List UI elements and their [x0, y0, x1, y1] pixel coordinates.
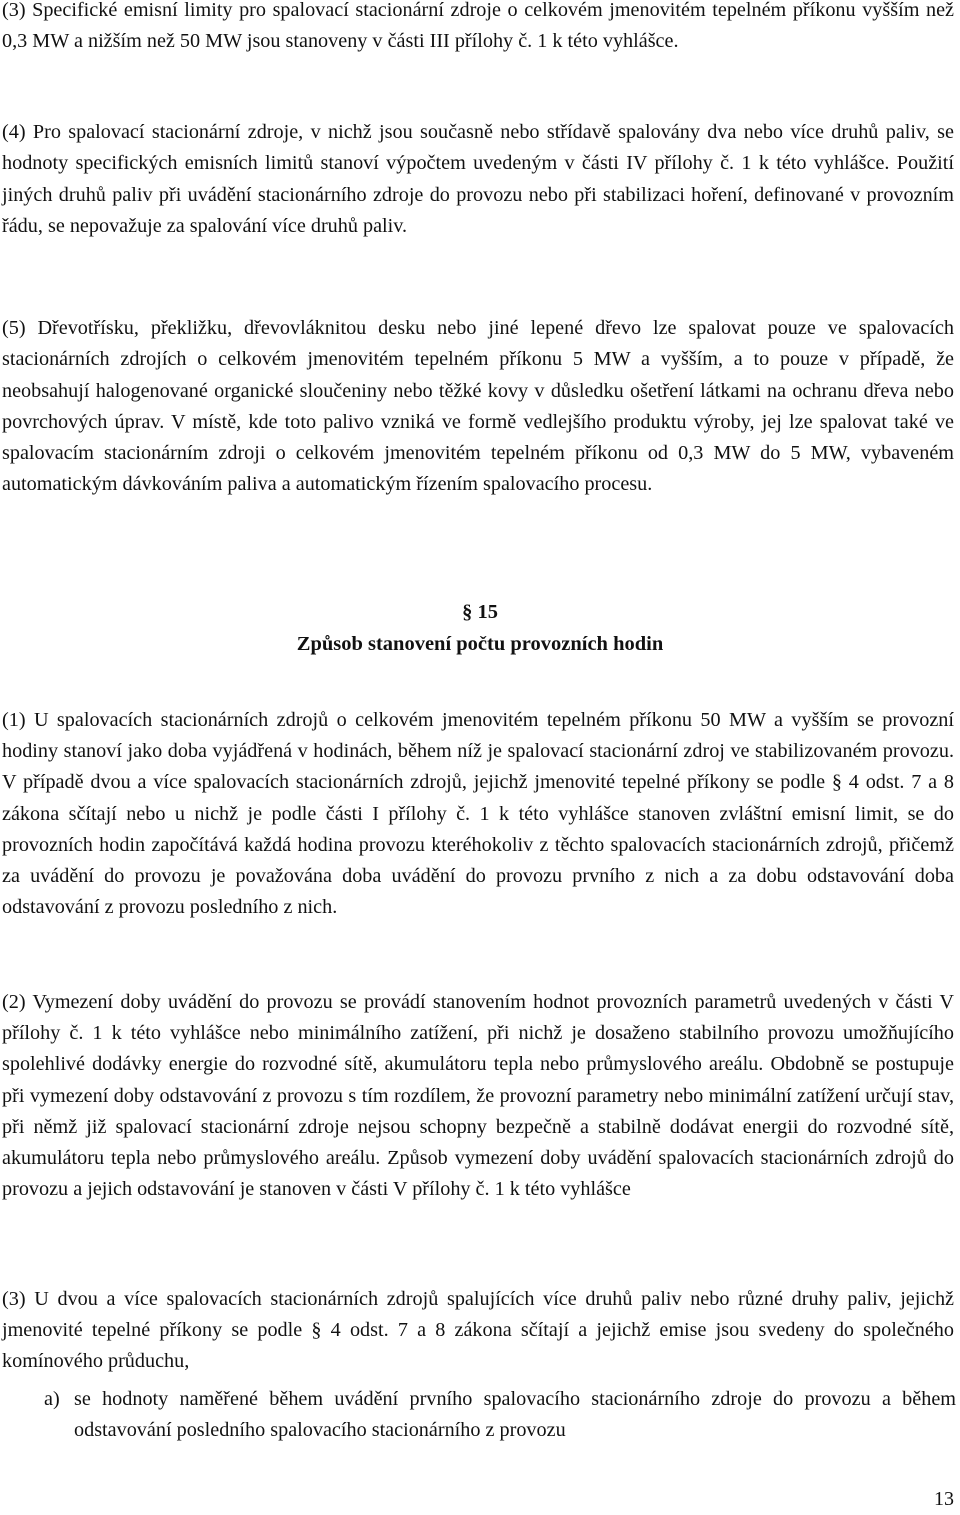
- list-item-text: se hodnoty naměřené během uvádění prvního spalovacího stacionárního zdroje do provozu a během odstavování posledního spalovacího stacionárního z provozu: [74, 1388, 956, 1442]
- section-paragraph-2: (2) Vymezení doby uvádění do provozu se provádí stanovením hodnot provozních parametrů uvedených v části V přílohy č. 1 k této vyhlášce nebo minimálního zatížení, při nichž je dosaženo stabilního provozu umožňujícího spolehlivé dodávky energie do rozvodné sítě, akumulátoru tepla nebo průmyslového areálu. Obdobně se postupuje při vymezení doby odstavování z provozu s tím rozdílem, že provozní parametry nebo minimální zatížení určují stav, při němž již spalovací stacionární zdroje nejsou schopny bezpečně a stabilně dodávat energii do rozvodné sítě, akumulátoru tepla nebo průmyslového areálu. Způsob vymezení doby uvádění spalovacích stacionárních zdrojů do provozu a jejich odstavování je stanoven v části V přílohy č. 1 k této vyhlášce: [2, 991, 954, 1201]
- paragraph-4-multiple-fuels: (4) Pro spalovací stacionární zdroje, v nichž jsou současně nebo střídavě spalovány dva nebo více druhů paliv, se hodnoty specifických emisních limitů stanoví výpočtem uvedeným v části IV přílohy č. 1 k této vyhlášce. Použití jiných druhů paliv při uvádění stacionárního zdroje do provozu nebo při stabilizaci hoření, definované v provozním řádu, se nepovažuje za spalování více druhů paliv.: [2, 121, 954, 237]
- list-item-a: [46, 1384, 956, 1447]
- paragraph-5-wood-products: (5) Dřevotřísku, překližku, dřevovláknitou desku nebo jiné lepené dřevo lze spalovat pouze ve spalovacích stacionárních zdrojích o celkovém jmenovitém tepelném příkonu 5 MW a vyšším, a to pouze v případě, že neobsahují halogenované organické sloučeniny nebo těžké kovy v důsledku ošetření látkami na ochranu dřeva nebo povrchových úprav. V místě, kde toto palivo vzniká ve formě vedlejšího produktu výroby, jej lze spalovat také ve spalovacím stacionárním zdroji o celkovém jmenovitém tepelném příkonu od 0,3 MW do 5 MW, vybaveném automatickým dávkováním paliva a automatickým řízením spalovacího procesu.: [2, 317, 954, 496]
- section-paragraph-3: (3) U dvou a více spalovacích stacionárních zdrojů spalujících více druhů paliv nebo různé druhy paliv, jejichž jmenovité tepelné příkony se podle § 4 odst. 7 a 8 zákona sčítají a jejichž emise jsou svedeny do společného komínového průduchu,: [2, 1288, 954, 1373]
- page-number: 13: [934, 1488, 954, 1510]
- paragraph-3-emission-limits: (3) Specifické emisní limity pro spalovací stacionární zdroje o celkovém jmenovitém tepelném příkonu vyšším než 0,3 MW a nižším než 50 MW jsou stanoveny v části III přílohy č. 1 k této vyhlášce.: [2, 0, 954, 53]
- section-title: Způsob stanovení počtu provozních hodin: [296, 633, 664, 655]
- section-number: § 15: [462, 601, 498, 623]
- list-item-marker: a): [44, 1388, 60, 1410]
- section-paragraph-1: (1) U spalovacích stacionárních zdrojů o celkovém jmenovitém tepelném příkonu 50 MW a vyšším se provozní hodiny stanoví jako doba vyjádřená v hodinách, během níž je spalovací stacionární zdroj ve stabilizovaném provozu. V případě dvou a více spalovacích stacionárních zdrojů, jejichž jmenovité tepelné příkony se podle § 4 odst. 7 a 8 zákona sčítají nebo u nichž je podle části I přílohy č. 1 k této vyhlášce stanoven zvláštní emisní limit, se do provozních hodin započítává každá hodina provozu kteréhokoliv z těchto spalovacích stacionárních zdrojů, přičemž za uvádění do provozu je považována doba uvádění do provozu prvního z nich a za dobu odstavování doba odstavování z provozu posledního z nich.: [2, 709, 954, 919]
